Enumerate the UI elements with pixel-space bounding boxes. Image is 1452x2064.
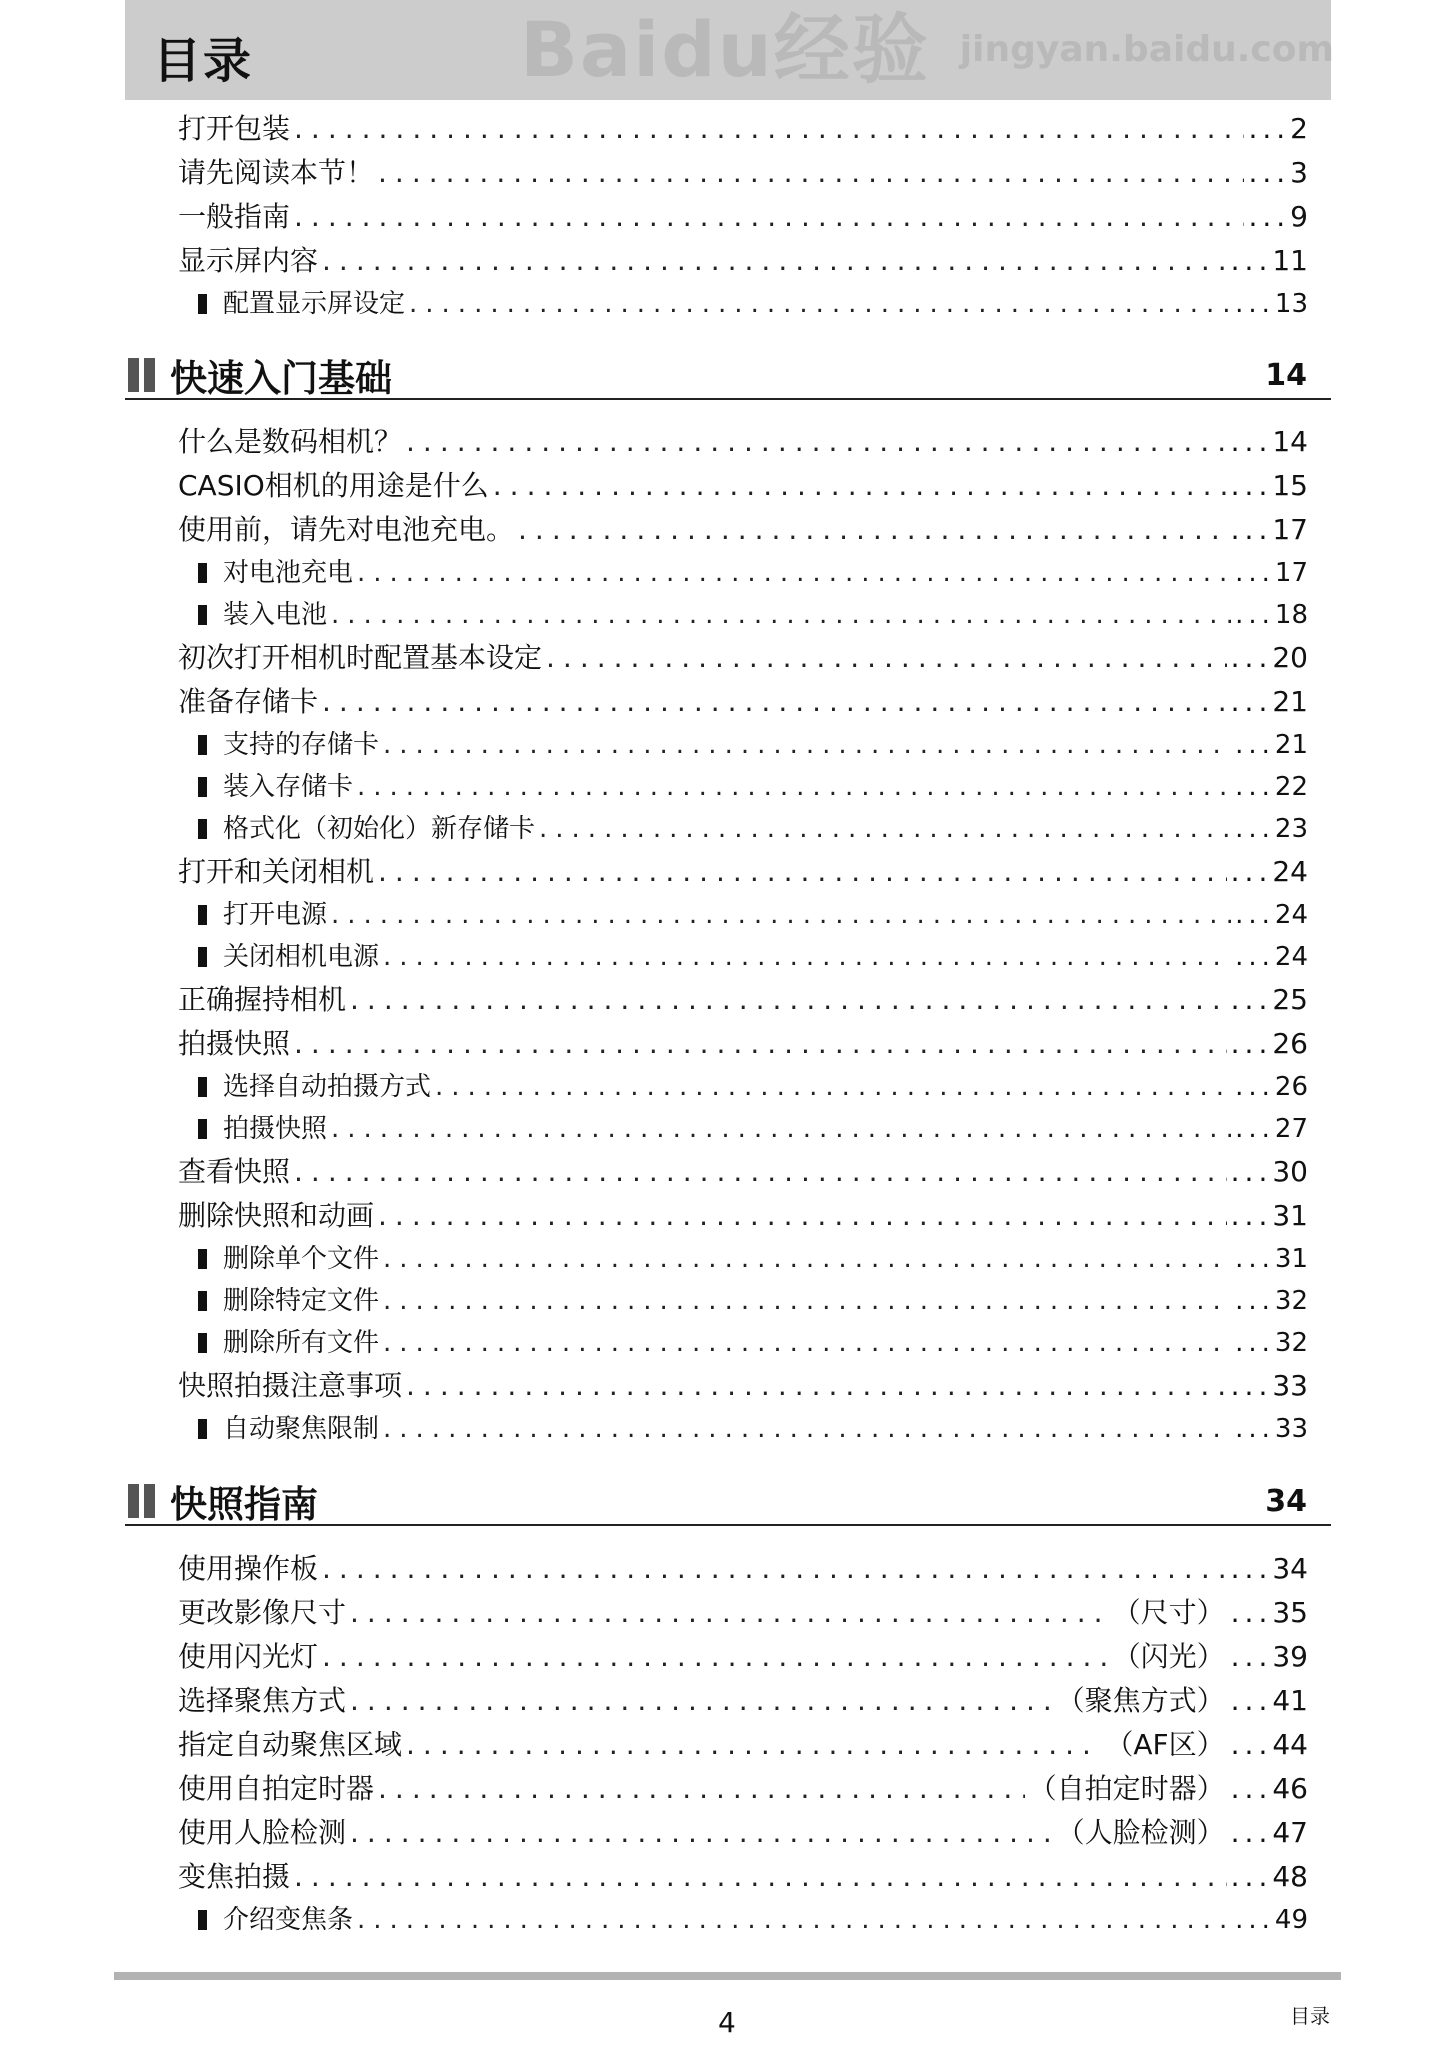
entry-page: ... 14 — [1231, 420, 1308, 464]
bullet-icon — [198, 735, 207, 755]
bullet-icon — [198, 563, 207, 583]
entry-menu-name: （尺寸） — [1112, 1596, 1225, 1629]
entry-label: 使用前，请先对电池充电。 — [178, 513, 515, 546]
footer-toc-link[interactable]: 目录 — [1290, 2004, 1330, 2028]
dot-leader — [383, 724, 1231, 766]
entry-label: 打开和关闭相机 — [178, 855, 375, 888]
toc-subentry[interactable] — [178, 766, 1308, 808]
entry-label: 请先阅读本节！ — [178, 156, 375, 189]
toc-entry[interactable] — [178, 978, 1308, 1022]
bullet-icon — [198, 777, 207, 797]
entry-page: ... 33 — [1231, 1364, 1308, 1408]
entry-label: 自动聚焦限制 — [223, 1414, 380, 1444]
toc-entry[interactable] — [178, 151, 1308, 195]
dot-leader — [357, 1899, 1231, 1941]
dot-leader — [357, 552, 1231, 594]
entry-label: 使用人脸检测 — [178, 1816, 347, 1849]
entry-label: 一般指南 — [178, 200, 291, 233]
dot-leader — [383, 936, 1231, 978]
footer-divider — [114, 1972, 1341, 1980]
dot-leader — [378, 1767, 1025, 1811]
dot-leader — [378, 151, 1244, 195]
toc-subentry[interactable] — [178, 724, 1308, 766]
section-list-snapshot-guide — [178, 1547, 1308, 1941]
entry-label: 使用操作板 — [178, 1552, 319, 1585]
dot-leader — [518, 508, 1227, 552]
intro-list — [178, 107, 1308, 325]
dot-leader — [331, 594, 1231, 636]
entry-page: ... 22 — [1235, 766, 1308, 808]
toc-entry[interactable] — [178, 1723, 1308, 1767]
entry-page: ... 49 — [1235, 1899, 1308, 1941]
entry-label: 支持的存储卡 — [223, 730, 380, 760]
section-page: 34 — [1265, 1483, 1307, 1519]
bullet-icon — [198, 1291, 207, 1311]
toc-entry[interactable] — [178, 680, 1308, 724]
entry-page: ... 31 — [1231, 1194, 1308, 1238]
toc-subentry[interactable] — [178, 894, 1308, 936]
toc-entry[interactable] — [178, 1364, 1308, 1408]
entry-label: 打开电源 — [223, 900, 328, 930]
entry-page: ... 26 — [1231, 1022, 1308, 1066]
dot-leader — [294, 1855, 1227, 1899]
entry-label: 对电池充电 — [223, 558, 354, 588]
entry-page: ... 23 — [1235, 808, 1308, 850]
toc-entry[interactable] — [178, 420, 1308, 464]
dot-leader — [383, 1322, 1231, 1364]
entry-page: ... 17 — [1235, 552, 1308, 594]
entry-page: ... 31 — [1235, 1238, 1308, 1280]
dot-leader — [294, 1022, 1227, 1066]
entry-page: ... 13 — [1235, 283, 1308, 325]
dot-leader — [331, 1108, 1231, 1150]
entry-menu-name: （聚焦方式） — [1056, 1684, 1225, 1717]
toc-subentry[interactable] — [178, 594, 1308, 636]
dot-leader — [406, 1364, 1227, 1408]
toc-subentry[interactable] — [178, 936, 1308, 978]
dot-leader — [409, 283, 1231, 325]
toc-entry[interactable] — [178, 508, 1308, 552]
entry-label: 使用自拍定时器 — [178, 1772, 375, 1805]
toc-subentry[interactable] — [178, 552, 1308, 594]
entry-label: 关闭相机电源 — [223, 942, 380, 972]
entry-label: 显示屏内容 — [178, 244, 319, 277]
title-band — [125, 0, 1331, 100]
entry-label: 选择自动拍摄方式 — [223, 1072, 432, 1102]
entry-page: ... 32 — [1235, 1280, 1308, 1322]
watermark-url: jingyan.baidu.com — [959, 29, 1334, 70]
toc-entry[interactable] — [178, 107, 1308, 151]
section-marker-icon — [128, 358, 156, 392]
entry-page: ... 9 — [1248, 195, 1308, 239]
entry-page: ... 32 — [1235, 1322, 1308, 1364]
toc-subentry[interactable] — [178, 283, 1308, 325]
entry-label: 选择聚焦方式 — [178, 1684, 347, 1717]
section-title: 快照指南 — [170, 1483, 318, 1526]
entry-page: ... 25 — [1231, 978, 1308, 1022]
entry-label: 删除特定文件 — [223, 1286, 380, 1316]
toc-entry[interactable] — [178, 636, 1308, 680]
entry-label: 装入存储卡 — [223, 772, 354, 802]
entry-label: 拍摄快照 — [178, 1027, 291, 1060]
dot-leader — [378, 850, 1227, 894]
dot-leader — [331, 894, 1231, 936]
entry-menu-name: （AF区） — [1105, 1728, 1225, 1761]
entry-label: 使用闪光灯 — [178, 1640, 319, 1673]
dot-leader — [357, 766, 1231, 808]
entry-page: ... 34 — [1231, 1547, 1308, 1591]
entry-page: ... 17 — [1231, 508, 1308, 552]
entry-label: 打开包装 — [178, 112, 291, 145]
section-header-snapshot-guide — [125, 1478, 1331, 1526]
section-page: 14 — [1265, 357, 1307, 393]
watermark-logo: Baidu经验 — [520, 5, 930, 94]
dot-leader — [294, 107, 1244, 151]
entry-page: ... 47 — [1231, 1811, 1308, 1855]
bullet-icon — [198, 605, 207, 625]
dot-leader — [493, 464, 1227, 508]
section-title: 快速入门基础 — [170, 357, 392, 400]
entry-page: ... 24 — [1231, 850, 1308, 894]
entry-page: ... 24 — [1235, 894, 1308, 936]
toc-entry[interactable] — [178, 1150, 1308, 1194]
entry-page: ... 26 — [1235, 1066, 1308, 1108]
toc-entry[interactable] — [178, 195, 1308, 239]
dot-leader — [539, 808, 1231, 850]
entry-menu-name: （人脸检测） — [1056, 1816, 1225, 1849]
dot-leader — [546, 636, 1227, 680]
dot-leader — [378, 1194, 1227, 1238]
entry-page: ... 21 — [1231, 680, 1308, 724]
dot-leader — [406, 1723, 1101, 1767]
dot-leader — [350, 978, 1227, 1022]
toc-entry[interactable] — [178, 1194, 1308, 1238]
entry-page: ... 33 — [1235, 1408, 1308, 1450]
dot-leader — [294, 1150, 1227, 1194]
toc-subentry[interactable] — [178, 1108, 1308, 1150]
entry-label: 介绍变焦条 — [223, 1905, 354, 1935]
toc-entry[interactable] — [178, 1547, 1308, 1591]
section-header-quick-start — [125, 352, 1331, 400]
entry-label: CASIO相机的用途是什么 — [178, 469, 489, 502]
toc-entry[interactable] — [178, 1855, 1308, 1899]
entry-page: ... 15 — [1231, 464, 1308, 508]
entry-page: ... 48 — [1231, 1855, 1308, 1899]
toc-entry[interactable] — [178, 1635, 1308, 1679]
toc-entry[interactable] — [178, 1679, 1308, 1723]
toc-entry[interactable] — [178, 1767, 1308, 1811]
entry-label: 快照拍摄注意事项 — [178, 1369, 403, 1402]
toc-entry[interactable] — [178, 850, 1308, 894]
bullet-icon — [198, 294, 207, 314]
entry-label: 删除单个文件 — [223, 1244, 380, 1274]
dot-leader — [322, 680, 1227, 724]
entry-page: ... 18 — [1235, 594, 1308, 636]
entry-page: ... 21 — [1235, 724, 1308, 766]
entry-page: ... 41 — [1231, 1679, 1308, 1723]
dot-leader — [350, 1679, 1053, 1723]
bullet-icon — [198, 905, 207, 925]
entry-label: 删除快照和动画 — [178, 1199, 375, 1232]
toc-entry[interactable] — [178, 1591, 1308, 1635]
entry-label: 什么是数码相机？ — [178, 425, 403, 458]
entry-label: 正确握持相机 — [178, 983, 347, 1016]
entry-label: 拍摄快照 — [223, 1114, 328, 1144]
entry-page: ... 44 — [1231, 1723, 1308, 1767]
entry-menu-name: （自拍定时器） — [1028, 1772, 1225, 1805]
dot-leader — [294, 195, 1244, 239]
dot-leader — [406, 420, 1227, 464]
bullet-icon — [198, 1077, 207, 1097]
toc-subentry[interactable] — [178, 1408, 1308, 1450]
toc-subentry[interactable] — [178, 1238, 1308, 1280]
entry-page: ... 24 — [1235, 936, 1308, 978]
entry-label: 初次打开相机时配置基本设定 — [178, 641, 543, 674]
bullet-icon — [198, 819, 207, 839]
dot-leader — [435, 1066, 1231, 1108]
entry-label: 格式化（初始化）新存储卡 — [223, 814, 536, 844]
entry-label: 更改影像尺寸 — [178, 1596, 347, 1629]
bullet-icon — [198, 1419, 207, 1439]
dot-leader — [383, 1280, 1231, 1322]
entry-page: ... 3 — [1248, 151, 1308, 195]
bullet-icon — [198, 1119, 207, 1139]
dot-leader — [350, 1591, 1109, 1635]
dot-leader — [383, 1408, 1231, 1450]
dot-leader — [322, 239, 1227, 283]
bullet-icon — [198, 1910, 207, 1930]
entry-page: ... 46 — [1231, 1767, 1308, 1811]
entry-label: 变焦拍摄 — [178, 1860, 291, 1893]
entry-label: 指定自动聚焦区域 — [178, 1728, 403, 1761]
toc-entry[interactable] — [178, 1022, 1308, 1066]
entry-label: 装入电池 — [223, 600, 328, 630]
toc-subentry[interactable] — [178, 1322, 1308, 1364]
entry-label: 配置显示屏设定 — [223, 289, 406, 319]
dot-leader — [350, 1811, 1053, 1855]
entry-page: ... 2 — [1248, 107, 1308, 151]
entry-page: ... 27 — [1235, 1108, 1308, 1150]
entry-label: 查看快照 — [178, 1155, 291, 1188]
toc-subentry[interactable] — [178, 808, 1308, 850]
toc-subentry[interactable] — [178, 1280, 1308, 1322]
toc-subentry[interactable] — [178, 1899, 1308, 1941]
dot-leader — [383, 1238, 1231, 1280]
toc-entry[interactable] — [178, 1811, 1308, 1855]
entry-menu-name: （闪光） — [1112, 1640, 1225, 1673]
bullet-icon — [198, 1249, 207, 1269]
bullet-icon — [198, 1333, 207, 1353]
entry-page: ... 39 — [1231, 1635, 1308, 1679]
section-list-quick-start — [178, 420, 1308, 1450]
dot-leader — [322, 1635, 1109, 1679]
entry-page: ... 30 — [1231, 1150, 1308, 1194]
toc-entry[interactable] — [178, 464, 1308, 508]
page-number: 4 — [718, 2006, 736, 2039]
entry-label: 删除所有文件 — [223, 1328, 380, 1358]
toc-entry[interactable] — [178, 239, 1308, 283]
section-marker-icon — [128, 1484, 156, 1518]
dot-leader — [322, 1547, 1227, 1591]
entry-page: ... 20 — [1231, 636, 1308, 680]
toc-subentry[interactable] — [178, 1066, 1308, 1108]
bullet-icon — [198, 947, 207, 967]
page-title: 目录 — [153, 33, 254, 89]
entry-page: ... 11 — [1231, 239, 1308, 283]
entry-label: 准备存储卡 — [178, 685, 319, 718]
entry-page: ... 35 — [1231, 1591, 1308, 1635]
